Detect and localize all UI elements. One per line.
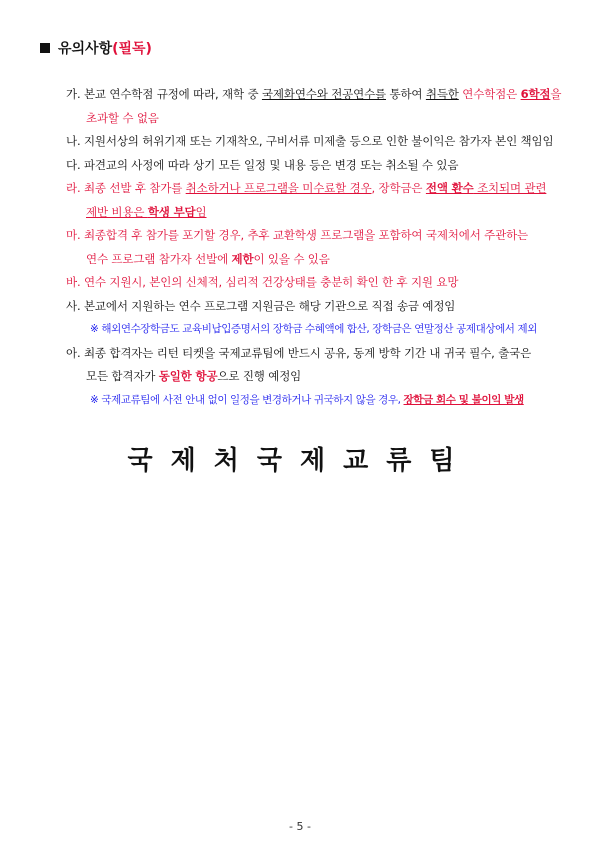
black-square-bullet-icon (40, 43, 50, 53)
item-ra-text-3: 조치되며 관련 (473, 181, 547, 195)
notice-item-ga-cont (66, 110, 566, 126)
item-a-text-2: 모든 합격자가 (86, 369, 159, 383)
item-ga-text-2: 통하여 (386, 87, 426, 101)
item-ra-text-5: 임 (195, 204, 207, 219)
item-a-note-text: ※ 국제교류팀에 사전 안내 없이 일정을 변경하거나 귀국하지 않을 경우, (90, 393, 404, 406)
notice-item-ra (66, 180, 566, 196)
item-ra-text-4: 제반 비용은 (86, 204, 148, 219)
item-ma-text: 마. 최종합격 후 참가를 포기할 경우, 추후 교환학생 프로그램을 포함하여 국제처에서 주관하는 (66, 228, 529, 242)
notice-item-da: 다. 파견교의 사정에 따라 상기 모든 일정 및 내용 등은 변경 또는 취소될 수 있음 (66, 157, 459, 172)
item-a-note-penalty: 장학금 회수 및 불이익 발생 (403, 393, 524, 406)
item-ga-red: 연수학점은 (458, 87, 521, 101)
notice-item-ma (66, 227, 566, 243)
notice-item-ba: 바. 연수 지원시, 본인의 신체적, 심리적 건강상태를 충분히 확인 한 후 지원 요망 (66, 275, 459, 289)
item-ra-text-2: , 장학금은 (371, 181, 426, 195)
item-ra-text: 라. 최종 선발 후 참가를 (66, 181, 186, 195)
item-a-text-3: 으로 진행 예정임 (217, 369, 302, 383)
section-title-emphasis: (필독) (112, 41, 152, 57)
item-ga-red-2: 을 (550, 87, 562, 101)
item-ga-red-3: 초과할 수 없음 (86, 110, 159, 125)
notice-item-a-cont (66, 368, 566, 384)
item-ra-full-refund: 전액 환수 (425, 181, 474, 195)
notice-item-ga (66, 86, 566, 102)
notice-item-a-note (66, 392, 566, 408)
notice-list (66, 86, 566, 415)
item-a-text: 아. 최종 합격자는 리턴 티켓을 국제교류팀에 반드시 공유, 동계 방학 기간 내 귀국 필수, 출국은 (66, 345, 532, 360)
notice-item-a (66, 345, 566, 361)
item-ga-text: 가. 본교 연수학점 규정에 따라, 재학 중 (66, 87, 262, 101)
item-ra-underlined: 취소하거나 프로그램을 미수료할 경우 (185, 181, 372, 195)
page-number: - 5 - (289, 820, 311, 833)
section-title: 유의사항 (58, 41, 113, 57)
organization-name: 국제처국제교류팀 (127, 446, 473, 476)
item-ra-student-burden: 학생 부담 (147, 204, 196, 219)
item-ma-text-2: 연수 프로그램 참가자 선발에 (86, 251, 232, 266)
notice-item-ra-cont (66, 204, 566, 220)
notice-item-na: 나. 지원서상의 허위기재 또는 기재착오, 구비서류 미제출 등으로 인한 불이익은 참가자 본인 책임임 (66, 134, 554, 148)
item-ga-credits: 6학점 (520, 87, 551, 101)
item-ma-restriction: 제한 (231, 251, 254, 266)
item-ga-underlined-2: 취득한 (425, 87, 459, 101)
notice-item-sa-note: ※ 해외연수장학금도 교육비납입증명서의 장학금 수혜액에 합산, 장학금은 연말정산 공제대상에서 제외 (90, 323, 537, 335)
notice-item-ma-cont (66, 251, 566, 267)
section-heading (40, 38, 152, 58)
item-ga-underlined: 국제화연수와 전공연수를 (261, 87, 386, 101)
notice-item-sa: 사. 본교에서 지원하는 연수 프로그램 지원금은 해당 기관으로 직접 송금 예정임 (66, 298, 456, 313)
item-ma-text-3: 이 있을 수 있음 (253, 251, 330, 266)
item-a-same-flight: 동일한 항공 (158, 369, 218, 383)
